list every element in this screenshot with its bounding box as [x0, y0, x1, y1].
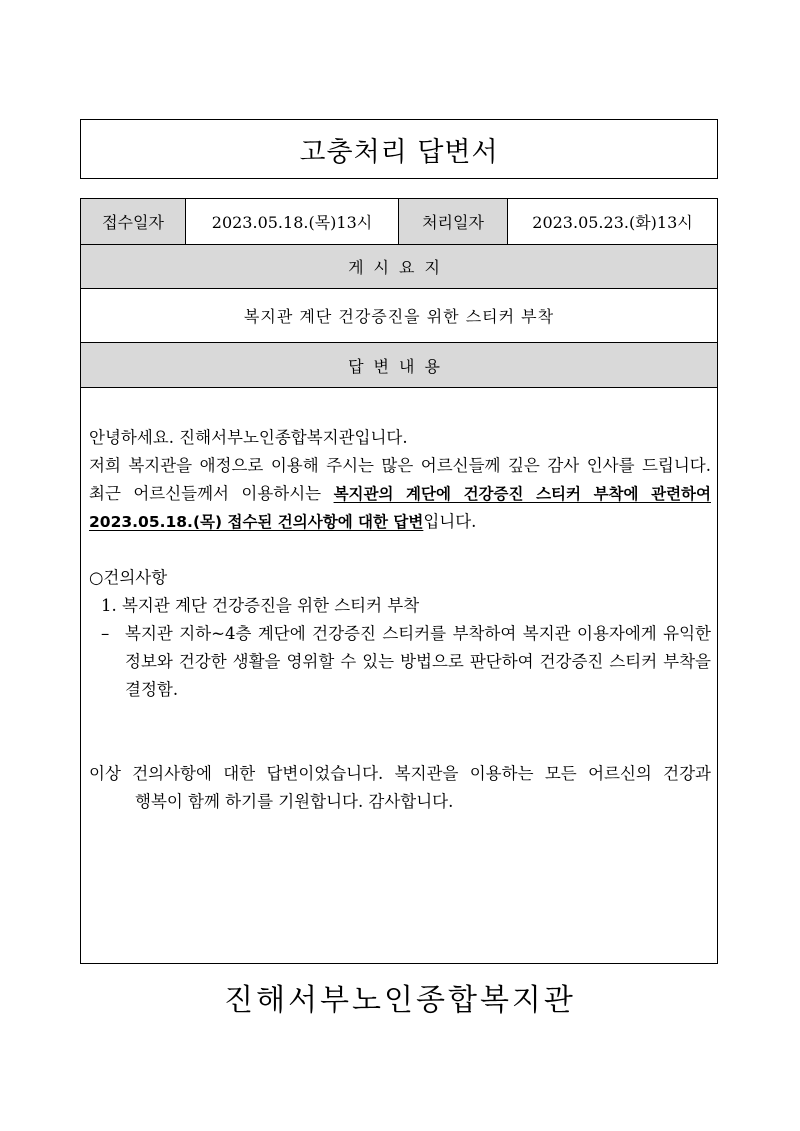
- received-date-label: 접수일자: [81, 199, 186, 244]
- date-info-row: [81, 199, 717, 245]
- closing-paragraph: 이상 건의사항에 대한 답변이었습니다. 복지관을 이용하는 모든 어르신의 건강과 행복이 함께 하기를 기원합니다. 감사합니다.: [89, 764, 711, 811]
- subject-header: 게시요지: [81, 245, 717, 289]
- subject-text: 복지관 계단 건강증진을 위한 스티커 부착: [81, 289, 717, 343]
- intro-paragraph: [89, 452, 711, 536]
- greeting-text: 안녕하세요. 진해서부노인종합복지관입니다.: [89, 428, 408, 447]
- intro-plain-text: 저희 복지관을 애정으로 이용해 주시는 많은 어르신들께 깊은 감사 인사를 드립니다. 최근 어르신들께서 이용하시는: [89, 456, 711, 503]
- received-date-value: 2023.05.18.(목)13시: [186, 199, 399, 244]
- answer-form: [80, 198, 718, 964]
- organization-name: 진해서부노인종합복지관: [224, 983, 576, 1018]
- section-title: ○건의사항: [89, 568, 168, 587]
- document-title: 고충처리 답변서: [80, 119, 718, 179]
- dash-bullet: –: [101, 624, 110, 643]
- item-detail: [89, 620, 711, 704]
- item-title: 1. 복지관 계단 건강증진을 위한 스티커 부착: [101, 596, 420, 615]
- answer-content: [81, 388, 717, 816]
- processed-date-label: 처리일자: [399, 199, 508, 244]
- answer-header: 답변내용: [81, 343, 717, 388]
- item-detail-text: 복지관 지하~4층 계단에 건강증진 스티커를 부착하여 복지관 이용자에게 유익한 정보와 건강한 생활을 영위할 수 있는 방법으로 판단하여 건강증진 스티커 부착을 결정함.: [125, 624, 711, 699]
- processed-date-value: 2023.05.23.(화)13시: [532, 213, 693, 232]
- intro-end-text: 입니다.: [423, 512, 477, 531]
- intro-highlight-text: 복지관의 계단에 건강증진 스티커 부착에 관련하여 2023.05.18.(목) 접수된 건의사항에 대한 답변: [89, 485, 711, 531]
